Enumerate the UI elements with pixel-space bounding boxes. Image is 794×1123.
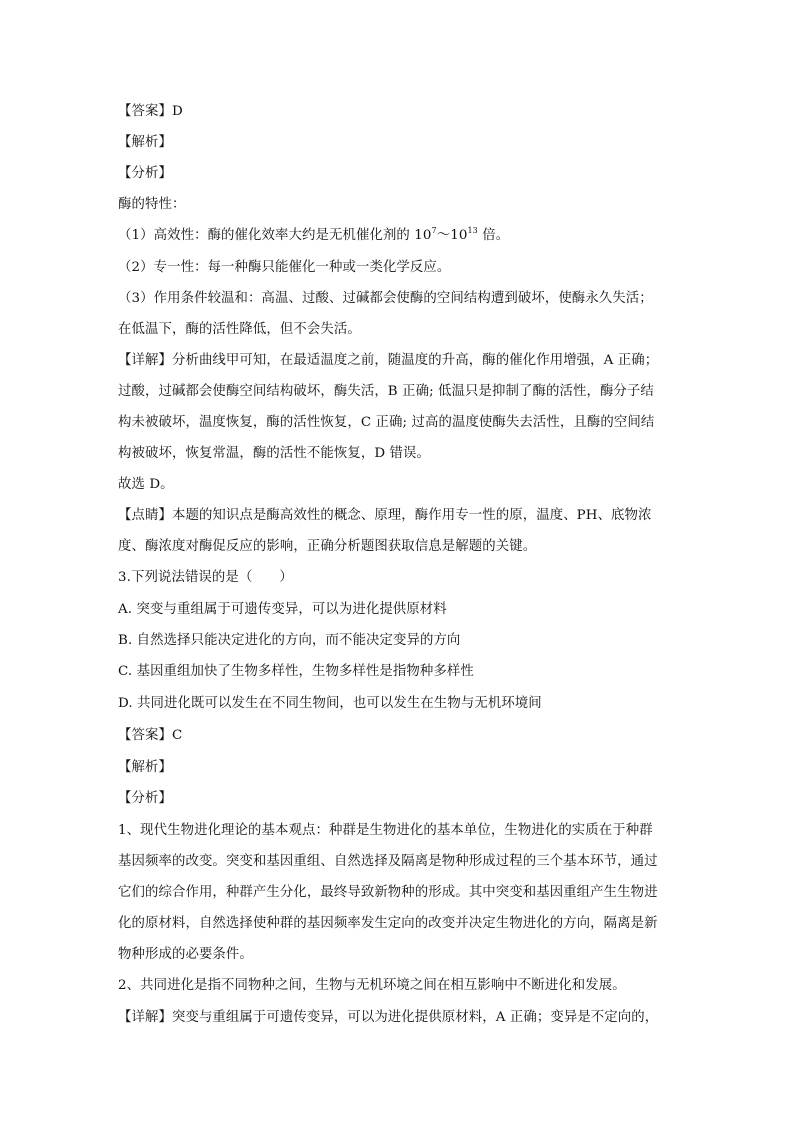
text-line: 在低温下，酶的活性降低，但不会失活。	[118, 322, 361, 337]
option-d: D. 共同进化既可以发生在不同生物间，也可以发生在生物与无机环境间	[118, 696, 542, 711]
note-line: 【点睛】本题的知识点是酶高效性的概念、原理，酶作用专一性的原，温度、PH、底物浓	[118, 508, 652, 523]
choice-statement: 故选 D。	[118, 477, 174, 492]
option-a: A. 突变与重组属于可遗传变异，可以为进化提供原材料	[118, 602, 447, 617]
answer-label: 【答案】D	[118, 104, 183, 119]
detail-line: 【详解】分析曲线甲可知，在最适温度之前，随温度的升高，酶的催化作用增强，A 正确；	[118, 353, 659, 368]
text-line: 构被破坏，恢复常温，酶的活性不能恢复，D 错误。	[118, 446, 430, 461]
analysis-heading: 【解析】	[118, 135, 172, 150]
text-line: 它们的综合作用，种群产生分化，最终导致新物种的形成。其中突变和基因重组产生生物进	[118, 885, 658, 900]
property-mild-conditions: （3）作用条件较温和：高温、过酸、过碱都会使酶的空间结构遭到破坏，使酶永久失活；	[118, 291, 653, 306]
text-line: 1、现代生物进化理论的基本观点：种群是生物进化的基本单位，生物进化的实质在于种群	[118, 823, 653, 838]
text-line: 度、酶浓度对酶促反应的影响，正确分析题图获取信息是解题的关键。	[118, 539, 537, 554]
property-specificity: （2）专一性：每一种酶只能催化一种或一类化学反应。	[118, 260, 451, 275]
text-line: 化的原材料，自然选择使种群的基因频率发生定向的改变并决定生物进化的方向，隔离是新	[118, 916, 658, 931]
text-line: 过酸，过碱都会使酶空间结构破坏，酶失活，B 正确; 低温只是抑制了酶的活性，酶分子结	[118, 384, 654, 399]
property-efficiency: （1）高效性：酶的催化效率大约是无机催化剂的 $10^7\sim 10^{13}$ 倍。	[118, 225, 510, 243]
analysis-heading: 【解析】	[118, 760, 172, 775]
answer-label: 【答案】C	[118, 728, 183, 743]
text-line: 物种形成的必要条件。	[118, 947, 253, 962]
enzyme-properties-title: 酶的特性：	[118, 197, 186, 212]
detail-line: 【详解】突变与重组属于可遗传变异，可以为进化提供原材料，A 正确；变异是不定向的，	[118, 1010, 659, 1025]
question-3-stem: 3.下列说法错误的是（ ）	[118, 570, 293, 585]
analysis-subheading: 【分析】	[118, 791, 172, 806]
text-line: 基因频率的改变。突变和基因重组、自然选择及隔离是物种形成过程的三个基本环节，通过	[118, 854, 658, 869]
option-b: B. 自然选择只能决定进化的方向，而不能决定变异的方向	[118, 633, 461, 648]
analysis-subheading: 【分析】	[118, 166, 172, 181]
text-line: 构未被破坏，温度恢复，酶的活性恢复，C 正确; 过高的温度使酶失去活性，且酶的空间结	[118, 415, 655, 430]
text-line: 2、共同进化是指不同物种之间，生物与无机环境之间在相互影响中不断进化和发展。	[118, 978, 626, 993]
option-c: C. 基因重组加快了生物多样性，生物多样性是指物种多样性	[118, 664, 474, 679]
